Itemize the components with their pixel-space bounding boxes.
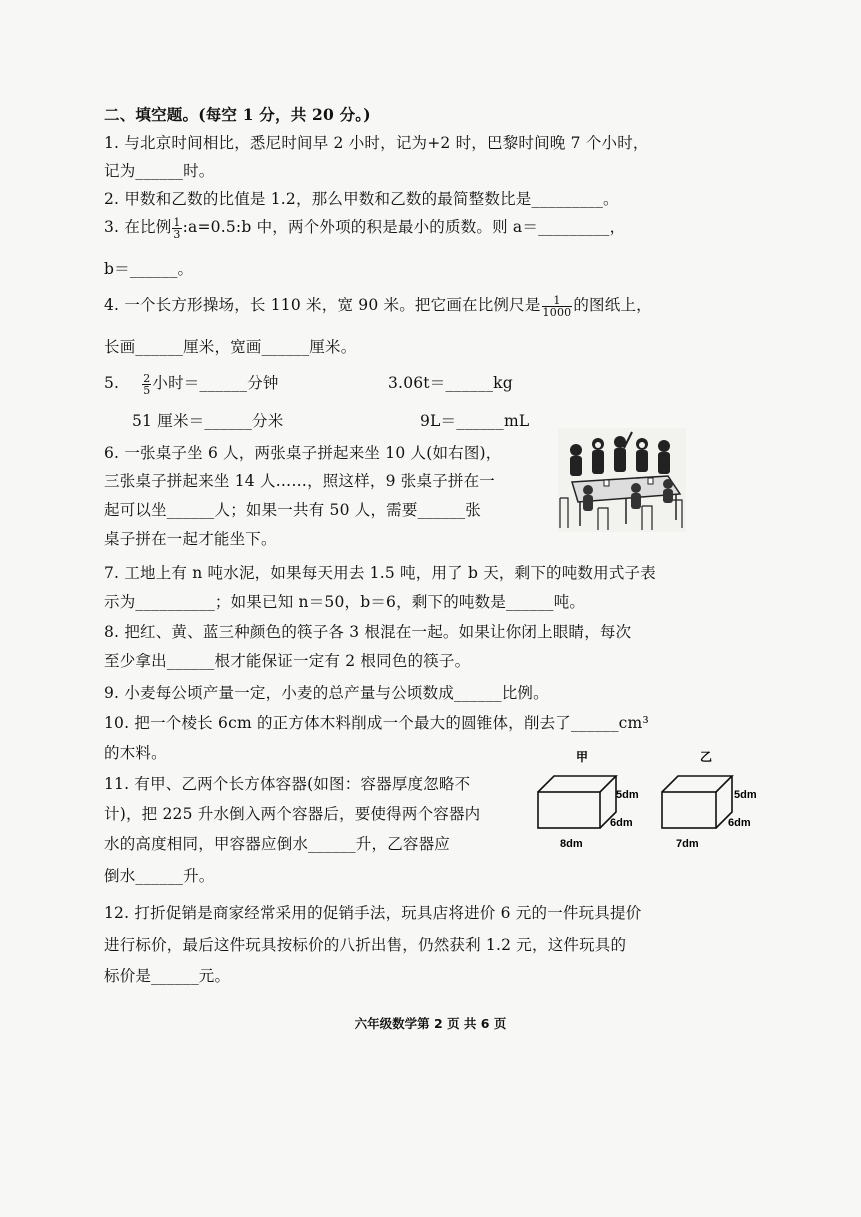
container-a-label: 甲 [576,750,589,764]
q4-frac-num: 1 [542,295,573,307]
q3-line1 [104,216,625,240]
q5-c: 51 厘米＝______分米 [132,412,284,430]
container-b-label: 乙 [700,750,713,764]
containers-diagram [530,746,770,856]
q5-frac-den: 5 [143,383,151,397]
q6-line4: 桌子拼在一起才能坐下。 [104,530,277,548]
container-b [662,776,732,828]
q3-frac-den: 3 [173,227,181,241]
q4-line1 [104,294,652,318]
q9-line1: 9. 小麦每公顷产量一定，小麦的总产量与公顷数成______比例。 [104,684,549,702]
q6-line3: 起可以坐______人；如果一共有 50 人，需要______张 [104,501,481,519]
q7-line2: 示为__________；如果已知 n＝50，b＝6，剩下的吨数是______吨。 [104,593,586,611]
q5-a: 小时＝______分钟 [152,374,279,392]
section-title: 二、填空题。(每空 1 分，共 20 分。) [104,105,371,124]
q5-frac-num: 2 [143,371,151,385]
q3-frac-num: 1 [173,215,181,229]
table-people-illustration [558,428,686,532]
container-a-width: 6dm [610,817,633,829]
q1-line2: 记为______时。 [104,162,215,180]
q3-fraction [172,217,181,240]
q5-b: 3.06t＝______kg [388,374,513,392]
q1-line1: 1. 与北京时间相比，悉尼时间早 2 小时，记为+2 时，巴黎时间晚 7 个小时， [104,134,649,152]
q12-line2: 进行标价，最后这件玩具按标价的八折出售，仍然获利 1.2 元，这件玩具的 [104,936,627,954]
q4-prefix: 4. 一个长方形操场，长 110 米，宽 90 米。把它画在比例尺是 [104,296,541,314]
container-b-length: 7dm [676,838,699,850]
container-a-length: 8dm [560,838,583,850]
q11-line1: 11. 有甲、乙两个长方体容器(如图：容器厚度忽略不 [104,775,471,793]
q11-line2: 计)，把 225 升水倒入两个容器后，要使得两个容器内 [104,805,481,823]
q2-line1: 2. 甲数和乙数的比值是 1.2，那么甲数和乙数的最简整数比是_________。 [104,190,619,208]
q6-line1: 6. 一张桌子坐 6 人，两张桌子拼起来坐 10 人(如右图)， [104,444,502,462]
q5-row1 [104,372,279,396]
q4-frac-den: 1000 [542,305,572,319]
q6-line2: 三张桌子拼起来坐 14 人……，照这样，9 张桌子拼在一 [104,472,495,490]
q3-suffix: :a=0.5:b 中，两个外项的积是最小的质数。则 a＝_________， [182,218,626,236]
q11-line3: 水的高度相同，甲容器应倒水______升，乙容器应 [104,835,451,853]
q12-line1: 12. 打折促销是商家经常采用的促销手法，玩具店将进价 6 元的一件玩具提价 [104,904,642,922]
q4-fraction [542,295,573,318]
q10-line2: 的木料。 [104,744,167,762]
container-b-height: 5dm [734,789,757,801]
container-b-width: 6dm [728,817,751,829]
q3-line2: b＝______。 [104,260,194,278]
container-a [538,776,616,828]
q5-label: 5. [104,374,120,392]
q8-line1: 8. 把红、黄、蓝三种颜色的筷子各 3 根混在一起。如果让你闭上眼睛，每次 [104,623,632,641]
container-a-height: 5dm [616,789,639,801]
q5-d: 9L＝______mL [420,412,530,430]
q3-prefix: 3. 在比例 [104,218,172,236]
page-footer: 六年级数学第 2 页 共 6 页 [354,1016,507,1031]
q7-line1: 7. 工地上有 n 吨水泥，如果每天用去 1.5 吨，用了 b 天，剩下的吨数用式子表 [104,564,656,582]
q10-line1: 10. 把一个棱长 6cm 的正方体木料削成一个最大的圆锥体，削去了______cm³ [104,714,649,732]
q5-fraction [142,373,151,396]
q12-line3: 标价是______元。 [104,967,231,985]
q11-line4: 倒水______升。 [104,867,215,885]
q4-line2: 长画______厘米，宽画______厘米。 [104,338,357,356]
q4-suffix: 的图纸上， [573,296,652,314]
q8-line2: 至少拿出______根才能保证一定有 2 根同色的筷子。 [104,652,471,670]
